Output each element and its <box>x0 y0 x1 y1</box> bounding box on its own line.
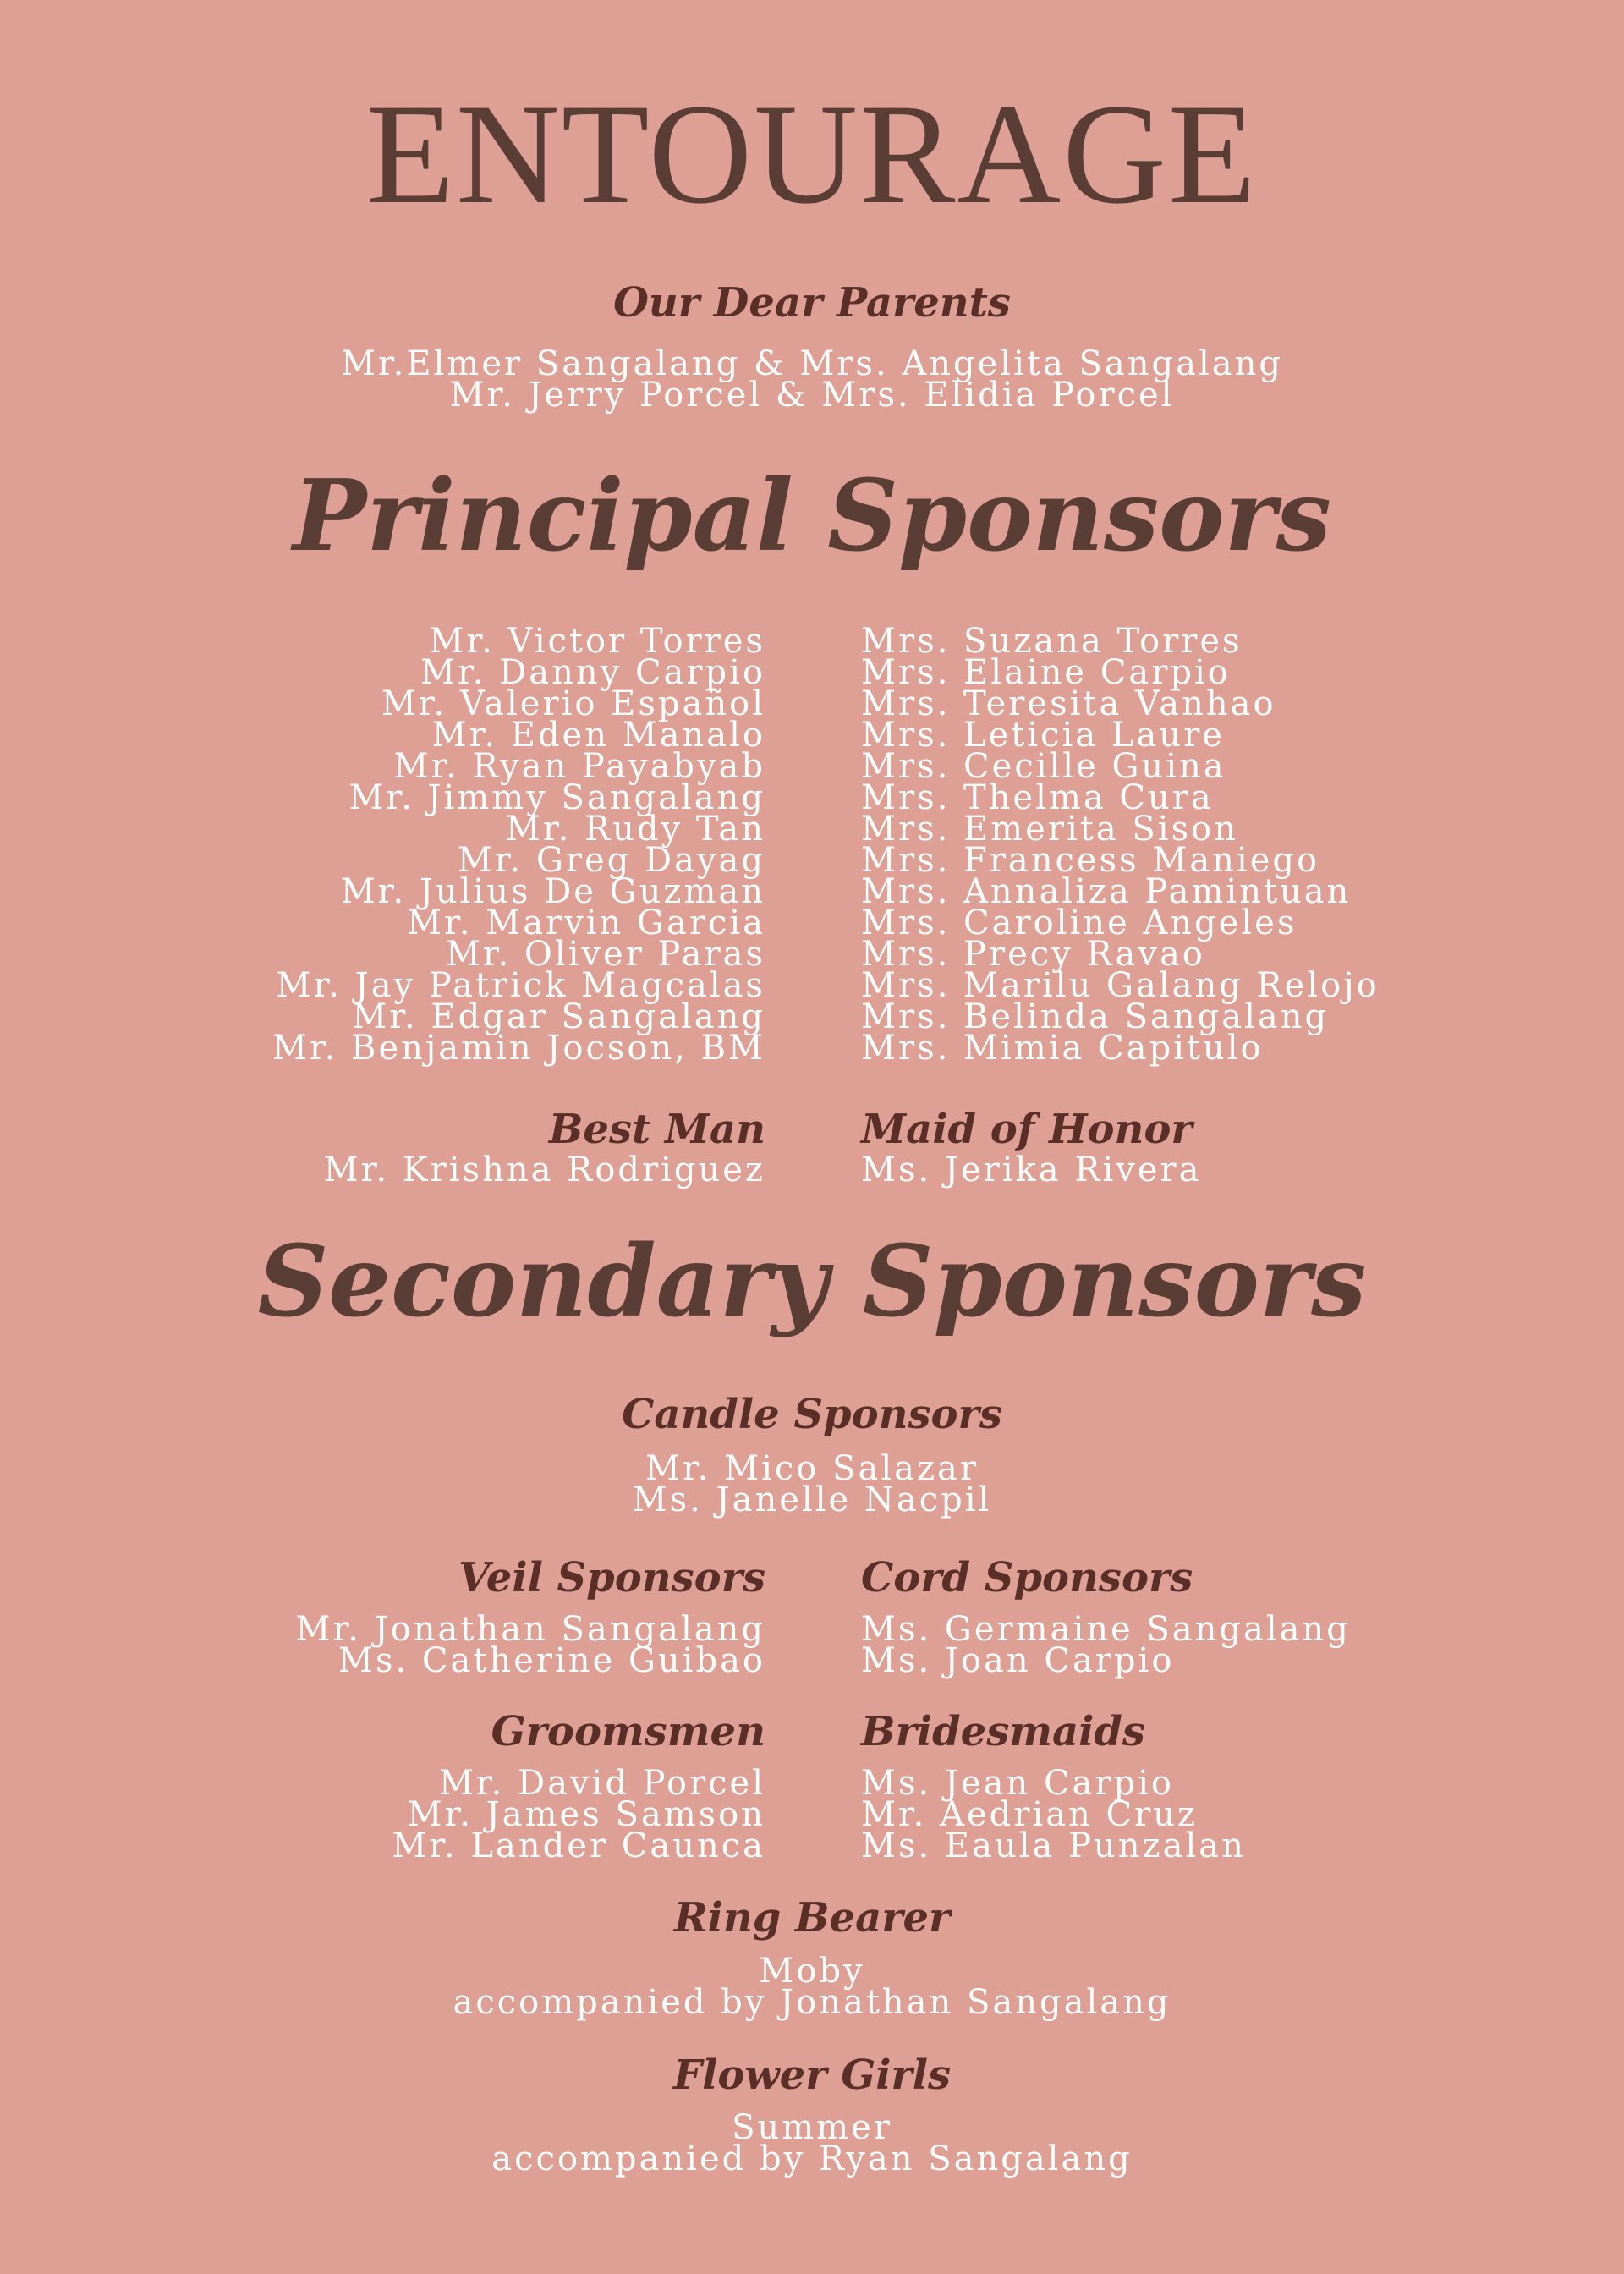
list-item: Mr. Valerio Español <box>381 684 765 723</box>
list-item: Ms. Catherine Guibao <box>338 1641 765 1680</box>
principal-men-list <box>4 622 765 1068</box>
list-item: Mrs. Francess Maniego <box>861 841 1320 880</box>
maid-of-honor-heading: Maid of Honor <box>861 1106 1193 1153</box>
list-item: Mrs. Mimia Capitulo <box>861 1029 1264 1068</box>
list-item: Mrs. Cecille Guina <box>861 747 1226 786</box>
list-item: Mrs. Annaliza Pamintuan <box>861 872 1352 911</box>
list-item: Mr. Jay Patrick Magcalas <box>276 966 765 1005</box>
cord-sponsors-heading: Cord Sponsors <box>861 1554 1193 1601</box>
maid-of-honor-name: Ms. Jerika Rivera <box>861 1151 1202 1189</box>
bridesmaids-heading: Bridesmaids <box>861 1708 1145 1755</box>
list-item: Mr. David Porcel <box>438 1764 765 1803</box>
list-item: Mr. Julius De Guzman <box>340 872 765 911</box>
list-item: Mrs. Precy Ravao <box>861 935 1205 974</box>
list-item: Mr. Aedrian Cruz <box>861 1795 1199 1834</box>
best-man-name: Mr. Krishna Rodriguez <box>323 1151 765 1189</box>
list-item: Mrs. Teresita Vanhao <box>861 684 1276 723</box>
groomsmen-heading: Groomsmen <box>491 1708 765 1755</box>
veil-sponsors-names <box>4 1610 765 1680</box>
list-item: Mrs. Thelma Cura <box>861 778 1214 817</box>
candle-sponsors-names <box>0 1449 1624 1519</box>
list-item: Ms. Eaula Punzalan <box>861 1826 1246 1865</box>
list-item: Mr. Oliver Paras <box>445 935 765 974</box>
list-item: Ms. Jean Carpio <box>861 1764 1174 1803</box>
list-item: Mr. Greg Dayag <box>457 841 765 880</box>
list-item: Moby <box>759 1952 865 1991</box>
list-item: Mr. Rudy Tan <box>505 810 765 849</box>
list-item: Mrs. Marilu Galang Relojo <box>861 966 1380 1005</box>
list-item: Mr. James Samson <box>407 1795 765 1834</box>
list-item: Mr. Victor Torres <box>429 622 765 661</box>
best-man-heading: Best Man <box>548 1106 765 1153</box>
list-item: accompanied by Ryan Sangalang <box>491 2139 1133 2178</box>
list-item: Mrs. Caroline Angeles <box>861 904 1298 942</box>
veil-sponsors-heading: Veil Sponsors <box>458 1554 765 1601</box>
secondary-sponsors-heading: Secondary Sponsors <box>257 1224 1367 1339</box>
parents-line: Mr. Jerry Porcel & Mrs. Elidia Porcel <box>449 376 1175 415</box>
principal-women-list <box>861 622 1605 1068</box>
list-item: Mr. Mico Salazar <box>645 1449 979 1488</box>
list-item: Mrs. Emerita Sison <box>861 810 1238 849</box>
flower-girls-names <box>0 2108 1624 2178</box>
page-title: ENTOURAGE <box>366 74 1258 233</box>
ring-bearer-heading: Ring Bearer <box>673 1894 951 1942</box>
flower-girls-heading: Flower Girls <box>673 2052 951 2099</box>
list-item: Mrs. Suzana Torres <box>861 622 1243 661</box>
groomsmen-names <box>4 1764 765 1865</box>
list-item: Mr. Ryan Payabyab <box>393 747 765 786</box>
list-item: Mr. Lander Caunca <box>392 1826 765 1865</box>
list-item: Ms. Joan Carpio <box>861 1641 1175 1680</box>
list-item: Mr. Eden Manalo <box>431 716 765 755</box>
bridesmaids-names <box>861 1764 1605 1865</box>
parents-names <box>0 344 1624 415</box>
list-item: accompanied by Jonathan Sangalang <box>453 1983 1171 2022</box>
list-item: Mrs. Leticia Laure <box>861 716 1225 755</box>
list-item: Mr. Benjamin Jocson, BM <box>272 1029 765 1068</box>
candle-sponsors-heading: Candle Sponsors <box>622 1391 1002 1438</box>
parents-heading: Our Dear Parents <box>613 279 1011 327</box>
list-item: Ms. Germaine Sangalang <box>861 1610 1351 1649</box>
list-item: Mr. Jimmy Sangalang <box>348 778 765 817</box>
list-item: Summer <box>732 2108 892 2147</box>
list-item: Mr. Edgar Sangalang <box>352 997 765 1036</box>
list-item: Mrs. Belinda Sangalang <box>861 997 1330 1036</box>
cord-sponsors-names <box>861 1610 1605 1680</box>
list-item: Mr. Danny Carpio <box>420 653 765 692</box>
parents-line: Mr.Elmer Sangalang & Mrs. Angelita Sangalang <box>341 344 1283 383</box>
list-item: Mr. Marvin Garcia <box>407 904 765 942</box>
principal-sponsors-heading: Principal Sponsors <box>293 459 1331 574</box>
list-item: Ms. Janelle Nacpil <box>632 1480 992 1519</box>
list-item: Mr. Jonathan Sangalang <box>295 1610 765 1649</box>
ring-bearer-names <box>0 1952 1624 2022</box>
list-item: Mrs. Elaine Carpio <box>861 653 1231 692</box>
